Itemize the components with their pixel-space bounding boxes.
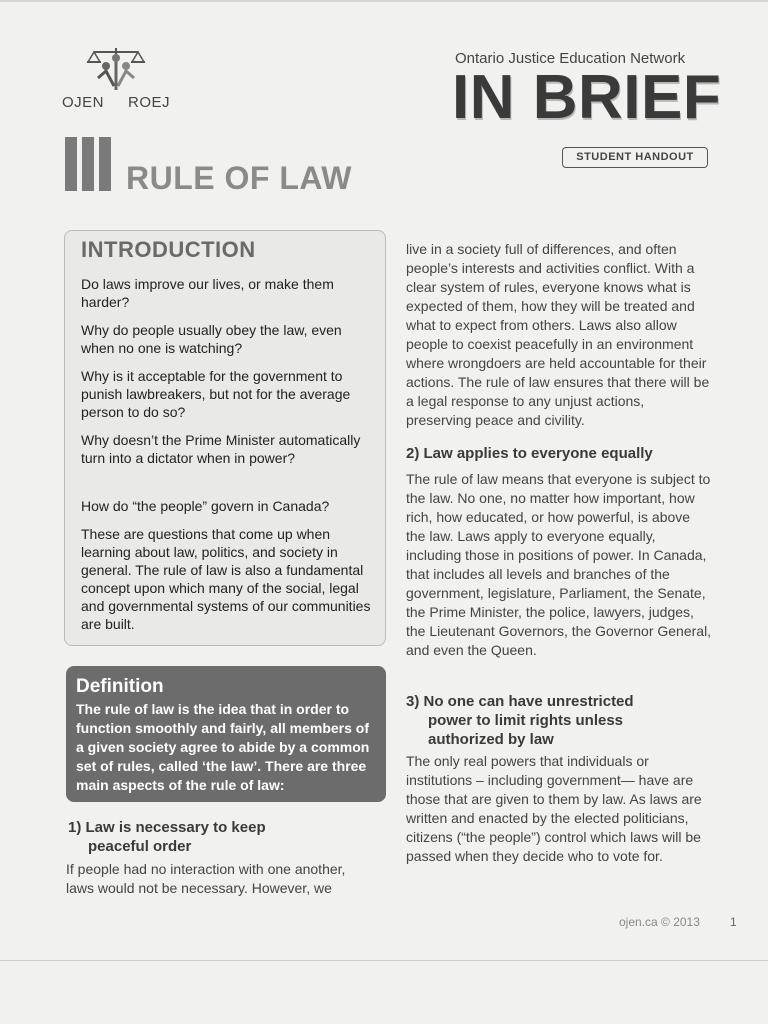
section-3-heading: 3) No one can have unrestricted power to limit rights unless authorized by law — [406, 693, 634, 748]
page-edge — [0, 0, 768, 2]
page-title: RULE OF LAW — [126, 160, 352, 196]
logo-roej-text: ROEJ — [128, 94, 171, 111]
section-1-text-right: live in a society full of differences, and often people’s interests and activities conflict. With a clear system of rules, everyone knows what is expected of them, how they will be treated and what to expect from others. Laws also allow people to coexist peacefully in an environment where wrongdoers are held accountable for their actions. The rule of law ensures that there will be a legal response to any unjust actions, preserving peace and civility. — [406, 241, 710, 428]
series-title: IN BRIEF — [452, 63, 722, 132]
ojen-logo — [62, 42, 182, 122]
section-2-heading: 2) Law applies to everyone equally — [406, 445, 653, 462]
logo-ojen-text: OJEN — [62, 94, 105, 111]
pillars-icon — [65, 137, 111, 191]
organization-name: Ontario Justice Education Network — [455, 50, 686, 67]
definition-heading: Definition — [76, 676, 164, 697]
section-1-text-left: If people had no interaction with one another, laws would not be necessary. However, we — [66, 861, 346, 896]
introduction-heading: INTRODUCTION — [81, 237, 256, 262]
footer-site: ojen.ca © 2013 — [619, 915, 700, 929]
definition-box — [66, 666, 386, 802]
scales-of-justice-icon — [84, 46, 148, 96]
intro-question: How do “the people” govern in Canada? — [81, 498, 330, 514]
intro-question: Why is it acceptable for the government to punish lawbreakers, but not for the average person to do so? — [81, 368, 351, 420]
intro-question: Why doesn’t the Prime Minister automatically turn into a dictator when in power? — [81, 432, 361, 466]
section-2-text: The rule of law means that everyone is subject to the law. No one, no matter how important, how rich, how educated, or how powerful, is above the law. Laws apply to everyone equally, including those in positions of power. In Canada, that includes all levels and branches of the government, legislature, Parliament, the Senate, the Prime Minister, the police, lawyers, judges, the Lieutenant Governors, the Governor General, and even the Queen. — [406, 471, 712, 658]
page-edge — [0, 960, 768, 961]
intro-paragraph: These are questions that come up when learning about law, politics, and society in general. The rule of law is also a fundamental concept upon which many of the social, legal and governmental systems of our communities are built. — [81, 526, 371, 632]
intro-question: Why do people usually obey the law, even when no one is watching? — [81, 322, 342, 356]
section-3-text: The only real powers that individuals or institutions – including government— have are those that are given to them by law. As laws are written and enacted by the elected politicians, citizens (“the people”) control which laws will be passed when they decide who to vote for. — [406, 753, 702, 864]
section-1-heading: 1) Law is necessary to keep peaceful order — [68, 819, 266, 855]
intro-question: Do laws improve our lives, or make them harder? — [81, 276, 334, 310]
student-handout-badge: STUDENT HANDOUT — [562, 147, 708, 168]
definition-text: The rule of law is the idea that in order to function smoothly and fairly, all members of a given society agree to abide by a common set of rules, called ‘the law’. There are three main aspects of the rule of law: — [76, 701, 370, 793]
introduction-box — [64, 230, 386, 646]
page-number: 1 — [730, 915, 737, 929]
